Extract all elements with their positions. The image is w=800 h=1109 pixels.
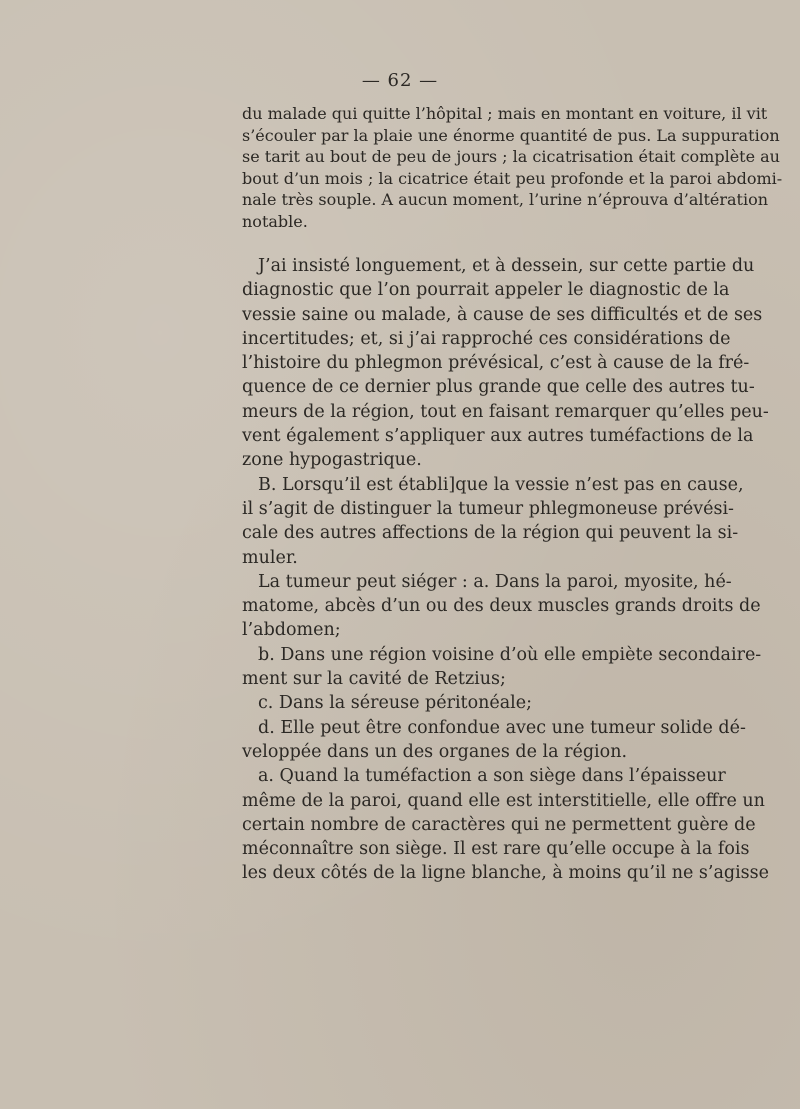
text-line: muler. bbox=[242, 547, 298, 568]
text-line: certain nombre de caractères qui ne permettent guère de bbox=[242, 814, 756, 835]
text-line: l’abdomen; bbox=[242, 620, 341, 641]
text-line: bout d’un mois ; la cicatrice était peu profonde et la paroi abdomi- bbox=[242, 168, 783, 188]
text-line: vessie saine ou malade, à cause de ses difficultés et de ses bbox=[242, 304, 763, 325]
text-line: matome, abcès d’un ou des deux muscles grands droits de bbox=[242, 596, 761, 617]
text-line: nale très souple. A aucun moment, l’urine n’éprouva d’altération bbox=[242, 190, 769, 209]
text-line: J’ai insisté longuement, et à dessein, sur cette partie du bbox=[258, 256, 755, 276]
text-line: les deux côtés de la ligne blanche, à moins qu’il ne s’agisse bbox=[242, 863, 769, 884]
text-line: même de la paroi, quand elle est interstitielle, elle offre un bbox=[242, 790, 765, 811]
text-line: ment sur la cavité de Retzius; bbox=[242, 669, 506, 690]
text-line: cale des autres affections de la région qui peuvent la si- bbox=[242, 523, 739, 544]
text-line: vent également s’appliquer aux autres tuméfactions de la bbox=[242, 426, 754, 447]
text-line: méconnaître son siège. Il est rare qu’elle occupe à la fois bbox=[242, 839, 750, 860]
text-line: b. Dans une région voisine d’où elle empiète secondaire- bbox=[258, 644, 762, 665]
text-line: zone hypogastrique. bbox=[242, 450, 422, 471]
paragraph-diagnosis bbox=[242, 254, 769, 886]
text-line: l’histoire du phlegmon prévésical, c’est à cause de la fré- bbox=[242, 353, 750, 374]
text-line: c. Dans la séreuse péritonéale; bbox=[258, 693, 533, 714]
text-line: a. Quand la tuméfaction a son siège dans l’épaisseur bbox=[258, 766, 726, 787]
text-line: incertitudes; et, si j’ai rapproché ces considérations de bbox=[242, 328, 731, 349]
text-line: se tarit au bout de peu de jours ; la cicatrisation était complète au bbox=[242, 147, 780, 166]
text-line: diagnostic que l’on pourrait appeler le diagnostic de la bbox=[242, 280, 730, 301]
paragraph-case-report bbox=[242, 103, 783, 232]
text-line: quence de ce dernier plus grande que celle des autres tu- bbox=[242, 377, 755, 398]
text-line: meurs de la région, tout en faisant remarquer qu’elles peu- bbox=[242, 401, 769, 422]
text-line: du malade qui quitte l’hôpital ; mais en montant en voiture, il vit bbox=[242, 104, 768, 123]
page-number: — 62 — bbox=[361, 70, 439, 91]
text-line: d. Elle peut être confondue avec une tumeur solide dé- bbox=[258, 717, 746, 738]
text-line: veloppée dans un des organes de la région. bbox=[242, 741, 628, 762]
text-line: s’écouler par la plaie une énorme quantité de pus. La suppuration bbox=[242, 125, 780, 145]
text-line: il s’agit de distinguer la tumeur phlegmoneuse prévési- bbox=[242, 498, 734, 519]
text-line: notable. bbox=[242, 211, 308, 231]
body-text bbox=[242, 103, 783, 886]
text-line: La tumeur peut siéger : a. Dans la paroi, myosite, hé- bbox=[258, 571, 732, 592]
text-line: B. Lorsqu’il est établi]que la vessie n’est pas en cause, bbox=[258, 474, 744, 495]
